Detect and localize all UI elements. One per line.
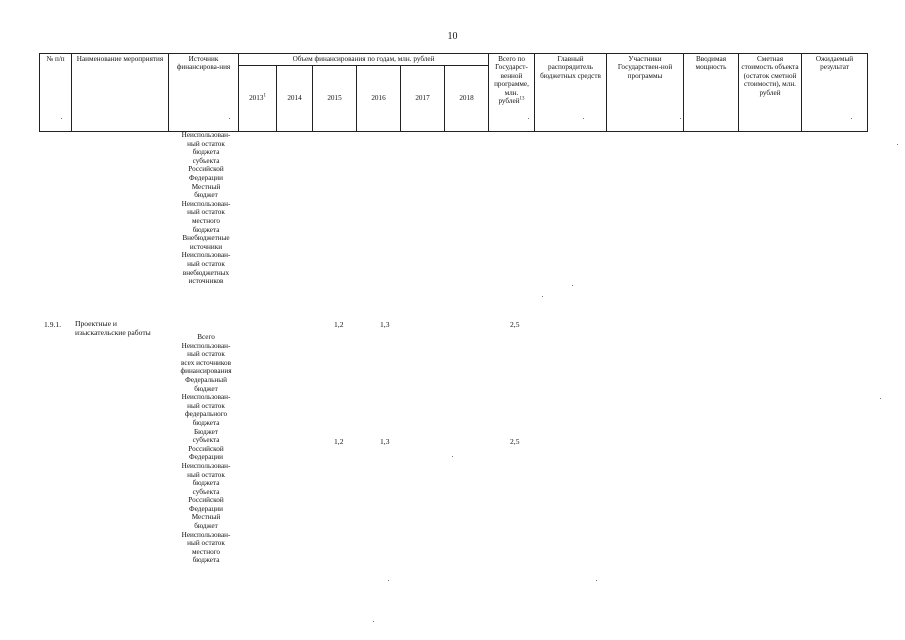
col-header-number: № п/п — [40, 54, 72, 132]
source-line: Неиспользован- — [181, 341, 231, 350]
source-line: Федерации — [189, 453, 223, 462]
source-line: ный остаток — [187, 470, 225, 479]
col-header-manager: Главный распорядитель бюджетных средств — [535, 54, 607, 132]
source-line: федерального — [184, 410, 228, 419]
scan-speck — [572, 285, 573, 286]
value-regional-2015: 1,2 — [334, 437, 344, 446]
col-header-year-2017: 2017 — [401, 66, 445, 132]
source-line: ный остаток — [187, 208, 225, 217]
source-line: Федеральный — [185, 375, 227, 384]
source-line: всех источников — [180, 358, 232, 367]
col-header-cost: Сметная стоимость объекта (остаток сметной стоимости), млн. рублей — [739, 54, 802, 132]
source-list-continued — [168, 131, 244, 286]
source-line: ный остаток — [187, 539, 225, 548]
source-line: Неиспользован- — [181, 251, 231, 260]
source-line: Федерации — [189, 173, 223, 182]
col-header-year-2013 — [239, 66, 277, 132]
value-total-2015: 1,2 — [334, 320, 344, 329]
source-line: местного — [191, 547, 221, 556]
source-line: Внебюджетные — [182, 234, 230, 243]
scan-speck — [61, 118, 62, 119]
source-line: ный остаток — [187, 139, 225, 148]
col-header-source: Источник финансирова-ния — [169, 54, 239, 132]
row-number: 1.9.1. — [44, 320, 62, 329]
col-header-total-label: Всего по Государст-венной программе, млн. рублей — [494, 55, 529, 106]
scan-speck — [583, 118, 584, 119]
col-header-year-2018: 2018 — [445, 66, 489, 132]
year-2013-note: 1 — [263, 93, 266, 99]
source-line: бюджет — [194, 384, 218, 393]
value-total-sum: 2,5 — [510, 320, 520, 329]
header-table — [39, 53, 868, 132]
col-header-capacity: Вводимая мощность — [684, 54, 739, 132]
source-line: Российской — [188, 165, 224, 174]
source-line: Местный — [191, 513, 221, 522]
value-total-2016: 1,3 — [380, 320, 390, 329]
source-line: местного — [191, 216, 221, 225]
source-line: Российской — [188, 444, 224, 453]
source-line: ный остаток — [187, 401, 225, 410]
scan-speck — [880, 398, 881, 399]
source-line: бюджета — [192, 418, 220, 427]
source-line: внебюджетных — [182, 268, 230, 277]
source-line: Неиспользован- — [181, 393, 231, 402]
col-header-year-2016: 2016 — [357, 66, 401, 132]
source-line: Российской — [188, 496, 224, 505]
scan-speck — [528, 118, 529, 119]
source-line: субъекта — [192, 436, 220, 445]
scan-speck — [851, 118, 852, 119]
scan-speck — [596, 580, 597, 581]
col-header-total-note: 13 — [519, 96, 525, 102]
source-line: субъекта — [192, 487, 220, 496]
col-header-name: Наименование мероприятия — [72, 54, 169, 132]
scan-speck — [229, 118, 230, 119]
source-line: Бюджет — [194, 427, 218, 436]
scan-speck — [542, 296, 543, 297]
source-line: ный остаток — [187, 259, 225, 268]
col-header-result: Ожидаемый результат — [802, 54, 868, 132]
source-line: Неиспользован- — [181, 530, 231, 539]
col-header-participants: Участники Государствен-ной программы — [607, 54, 684, 132]
source-line: бюджет — [194, 522, 218, 531]
source-line: Неиспользован- — [181, 461, 231, 470]
source-line: Неиспользован- — [181, 199, 231, 208]
scan-speck — [680, 118, 681, 119]
source-line: бюджета — [192, 225, 220, 234]
year-label: 2013 — [249, 94, 264, 103]
source-line: Местный — [191, 182, 221, 191]
value-regional-2016: 1,3 — [380, 437, 390, 446]
source-line: Федерации — [189, 504, 223, 513]
source-line: субъекта — [192, 156, 220, 165]
scan-speck — [388, 580, 389, 581]
source-line: бюджета — [192, 479, 220, 488]
scan-speck — [897, 144, 898, 145]
scan-speck — [373, 621, 374, 622]
source-line: источники — [189, 242, 223, 251]
source-line: бюджета — [192, 148, 220, 157]
source-line: Неиспользован- — [181, 131, 231, 139]
col-header-total — [489, 54, 535, 132]
row-name: Проектные и изыскательские работы — [75, 319, 151, 337]
value-regional-sum: 2,5 — [510, 437, 520, 446]
source-line: бюджет — [194, 191, 218, 200]
source-line: ный остаток — [187, 350, 225, 359]
source-line: источников — [188, 277, 224, 286]
page-number: 10 — [447, 31, 458, 42]
col-header-year-2014: 2014 — [277, 66, 313, 132]
source-list — [168, 333, 244, 565]
source-line: финансирования — [180, 367, 232, 376]
col-header-year-2015: 2015 — [313, 66, 357, 132]
source-line: Всего — [197, 333, 215, 341]
source-line: бюджета — [192, 556, 220, 565]
col-header-funding: Объем финансирования по годам, млн. рублей — [239, 54, 489, 66]
scan-speck — [452, 456, 453, 457]
